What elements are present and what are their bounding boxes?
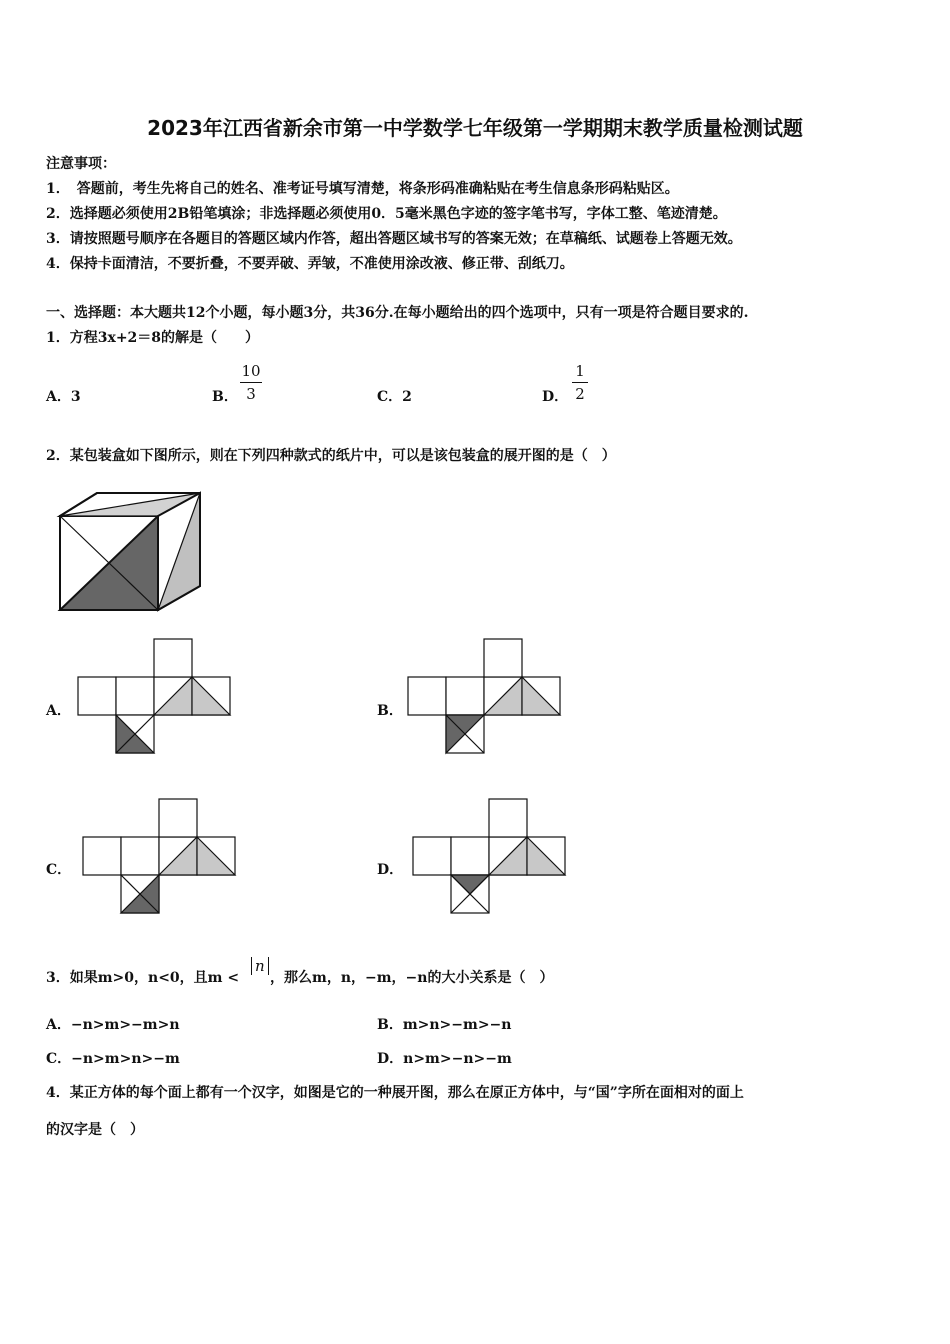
notice-heading: 注意事项： <box>46 156 116 172</box>
q3-abs-n: n <box>251 957 269 975</box>
q2-net-a <box>76 637 236 759</box>
notice-item-4: 4．保持卡面清洁，不要折叠，不要弄破、弄皱，不准使用涂改液、修正带、刮纸刀。 <box>46 256 574 272</box>
q1-option-d-fraction <box>572 362 588 403</box>
q1-option-c: C．2 <box>377 389 412 405</box>
fraction-bar <box>240 382 262 383</box>
q3-stem-start: 3．如果m>0，n<0，且m < <box>46 970 240 986</box>
q2-net-b <box>406 637 566 759</box>
q2-option-b: B． <box>377 703 403 719</box>
q3-option-b: B．m>n>−m>−n <box>377 1017 512 1033</box>
q1-stem: 1．方程3x+2＝8的解是（ ） <box>46 330 260 346</box>
q2-net-d <box>411 797 571 919</box>
page-title: 2023年江西省新余市第一中学数学七年级第一学期期末教学质量检测试题 <box>147 116 803 140</box>
q3-option-d: D．n>m>−n>−m <box>377 1051 512 1067</box>
q4-stem-line2: 的汉字是（ ） <box>46 1122 144 1138</box>
q2-option-a: A． <box>46 703 71 719</box>
q1-b-numerator: 10 <box>241 362 261 380</box>
notice-item-2: 2．选择题必须使用2B铅笔填涂；非选择题必须使用0．5毫米黑色字迹的签字笔书写，字体工整、笔迹清楚。 <box>46 206 727 222</box>
package-box-figure <box>55 488 205 614</box>
q3-option-c: C．−n>m>n>−m <box>46 1051 180 1067</box>
q1-d-numerator: 1 <box>575 362 585 380</box>
q2-net-c <box>81 797 241 919</box>
q1-option-b-label: B． <box>212 389 238 405</box>
q1-option-a: A．3 <box>46 389 81 405</box>
q3-option-a: A．−n>m>−m>n <box>46 1017 180 1033</box>
notice-item-3: 3．请按照题号顺序在各题目的答题区域内作答，超出答题区域书写的答案无效；在草稿纸、试题卷上答题无效。 <box>46 231 742 247</box>
notice-item-1: 1． 答题前，考生先将自己的姓名、准考证号填写清楚，将条形码准确粘贴在考生信息条形码粘贴区。 <box>46 181 679 197</box>
q1-option-b-fraction <box>240 362 262 403</box>
q2-option-d: D． <box>377 862 404 878</box>
fraction-bar <box>572 382 588 383</box>
q1-d-denominator: 2 <box>575 385 585 403</box>
q1-option-d-label: D． <box>542 389 569 405</box>
q3-stem-end: ，那么m，n，−m，−n的大小关系是（ ） <box>270 970 554 986</box>
q1-b-denominator: 3 <box>246 385 256 403</box>
q2-option-c: C． <box>46 862 72 878</box>
q4-stem-line1: 4．某正方体的每个面上都有一个汉字，如图是它的一种展开图，那么在原正方体中，与“国”字所在面相对的面上 <box>46 1085 744 1101</box>
q2-stem: 2．某包装盒如下图所示，则在下列四种款式的纸片中，可以是该包装盒的展开图的是（ ） <box>46 448 616 464</box>
section-heading: 一、选择题：本大题共12个小题，每小题3分，共36分.在每小题给出的四个选项中，只有一项是符合题目要求的. <box>46 305 749 321</box>
